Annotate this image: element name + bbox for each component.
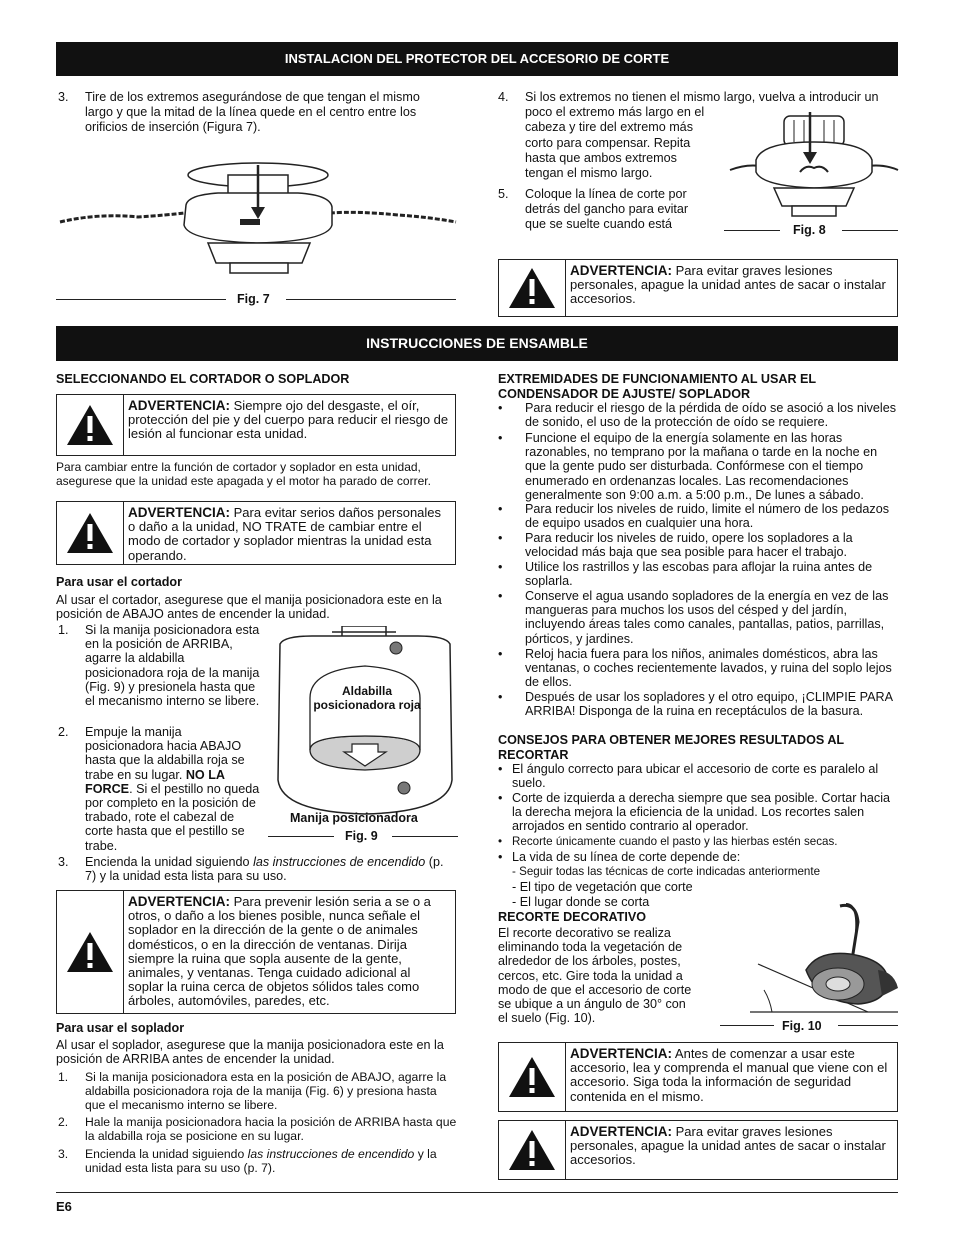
warning-box-blower-direction bbox=[56, 890, 456, 1014]
trim-tip-1 bbox=[498, 762, 898, 790]
blower-step-3 bbox=[58, 1147, 458, 1175]
bullet: • bbox=[498, 850, 503, 864]
paragraph-switch-intro: Para cambiar entre la función de cortador y soplador en esta unidad, asegurese que la unidad este apagada y el motor ha parado de correr. bbox=[56, 460, 431, 489]
step-text: Encienda la unidad siguiendo bbox=[85, 1147, 248, 1161]
callout-text: Aldabilla bbox=[341, 684, 392, 698]
fig9-rule-right bbox=[392, 836, 458, 837]
bullet-text: La vida de su línea de corte depende de: bbox=[512, 850, 741, 864]
bullet: • bbox=[498, 835, 503, 848]
warning-cell bbox=[57, 502, 124, 564]
subheading-use-cutter: Para usar el cortador bbox=[56, 575, 182, 589]
text-line: alrededor de los árboles, postes, bbox=[498, 954, 681, 969]
bullet-text: Conserve el agua usando sopladores de la energía en vez de las mangueras para muchos los usos del césped y del jardín, incluyendo áreas tales como canales, pantallas, patios, parrillas, pórticos, y jardines. bbox=[525, 589, 889, 646]
heading-line: CONDENSADOR DE AJUSTE/ SOPLADOR bbox=[498, 386, 751, 401]
operating-bullet-3 bbox=[498, 502, 898, 530]
bullet: • bbox=[498, 401, 503, 415]
step-number: 5. bbox=[498, 187, 509, 201]
cutter-step-1 bbox=[58, 623, 263, 708]
text-line: eliminando toda la vegetación de bbox=[498, 940, 683, 955]
step-text: detrás del gancho para evitar bbox=[525, 202, 689, 217]
warning-label: ADVERTENCIA: bbox=[570, 1124, 673, 1139]
step-number: 3. bbox=[58, 855, 69, 869]
install-step-5 bbox=[498, 187, 718, 233]
step-number: 1. bbox=[58, 1070, 69, 1084]
operating-bullet-4 bbox=[498, 531, 898, 559]
step-text: Hale la manija posicionadora hacia la posición de ARRIBA hasta que la aldabilla roja se posicione en su lugar. bbox=[85, 1115, 457, 1144]
heading-select-cutter-blower: SELECCIONANDO EL CORTADOR O SOPLADOR bbox=[56, 372, 350, 386]
warning-text: Para prevenir lesión seria a se o a otros, o daño a los bienes posible, nunca señale el soplador en la dirección de la gente o de animales domésticos, o en la dirección de ventanas. Dirija siempre la ruina que sopla ausente de la gente, animales, y ventanas. Tenga cuidado adicional al soplar la ruina cerca de objetos sólidos tales como árboles, automóviles, paredes, etc. bbox=[128, 894, 431, 1009]
bullet: • bbox=[498, 791, 503, 805]
bullet: • bbox=[498, 589, 503, 603]
heading-operating-tips bbox=[498, 372, 898, 401]
step-number: 2. bbox=[58, 725, 69, 739]
banner-title: INSTRUCCIONES DE ENSAMBLE bbox=[366, 335, 588, 351]
operating-bullet-8 bbox=[498, 690, 898, 718]
heading-line: EXTREMIDADES DE FUNCIONAMIENTO AL USAR EL bbox=[498, 372, 817, 386]
warning-text: Para evitar graves lesiones personales, apague la unidad antes de sacar o instalar accesorios. bbox=[570, 263, 886, 307]
step-number: 1. bbox=[58, 623, 69, 637]
warning-triangle-icon bbox=[65, 403, 115, 447]
warning-label: ADVERTENCIA: bbox=[128, 398, 231, 413]
bullet: • bbox=[498, 560, 503, 574]
text-line: cercos, etc. Gire toda la unidad a bbox=[498, 968, 683, 983]
warning-triangle-icon bbox=[65, 511, 115, 555]
step-number: 3. bbox=[58, 1147, 69, 1161]
text-line: El recorte decorativo se realiza bbox=[498, 926, 671, 940]
step-text: poco el extremo más largo en el bbox=[525, 105, 705, 120]
warning-triangle-icon bbox=[507, 266, 557, 310]
step-text: Empuje la manija posicionadora hacia ABAJO hasta que la aldabilla roja se trabe en su lugar. bbox=[85, 725, 245, 782]
step-text: Si los extremos no tienen el mismo largo, vuelva a introducir un bbox=[525, 90, 879, 104]
warning-cell bbox=[57, 395, 124, 455]
warning-box-accessories-top bbox=[498, 259, 898, 317]
step-text-bold: NO LA FORCE bbox=[85, 767, 225, 796]
trim-tip-2 bbox=[498, 791, 898, 834]
paragraph-decorative-trim bbox=[498, 926, 748, 1025]
step-text: Coloque la línea de corte por bbox=[525, 187, 687, 201]
warning-text: Siempre ojo del desgaste, el oír, protección del pie y del cuerpo para reducir el riesgo de lesión al funcionar esta unidad. bbox=[128, 398, 449, 442]
warning-cell bbox=[499, 1043, 566, 1111]
warning-box-protection bbox=[56, 394, 456, 456]
install-step-3 bbox=[58, 90, 458, 136]
operating-bullet-1 bbox=[498, 401, 898, 429]
fig8-label: Fig. 8 bbox=[793, 223, 826, 237]
step-number: 2. bbox=[58, 1115, 69, 1129]
warning-text: Antes de comenzar a usar este accesorio, lea y comprenda el manual que viene con el accesorio. Siga toda la información de seguridad contenida en el mismo. bbox=[570, 1046, 888, 1104]
warning-label: ADVERTENCIA: bbox=[128, 505, 231, 520]
cutter-step-2 bbox=[58, 725, 263, 853]
step-text-italic: las instrucciones de encendido bbox=[253, 855, 426, 869]
subheading-decorative-trim: RECORTE DECORATIVO bbox=[498, 910, 647, 924]
trim-tip-4 bbox=[498, 850, 898, 864]
fig8-rule-right bbox=[842, 230, 898, 231]
bullet-text: Para reducir el riesgo de la pérdida de oído se asoció a los niveles de sonido, el uso de la protección de oído se requiere. bbox=[525, 401, 897, 430]
text-line: modo de que el accesorio de corte bbox=[498, 982, 692, 997]
trim-tip-3 bbox=[498, 835, 898, 849]
warning-box-accessories-bottom bbox=[498, 1120, 898, 1180]
section-banner-install bbox=[56, 42, 898, 76]
operating-bullet-5 bbox=[498, 560, 898, 588]
blower-step-2 bbox=[58, 1115, 458, 1143]
fig10-label: Fig. 10 bbox=[782, 1019, 822, 1033]
callout-text: posicionadora roja bbox=[313, 698, 421, 712]
trim-sub-3: - El lugar donde se corta bbox=[512, 895, 650, 909]
cutter-step-3 bbox=[58, 855, 458, 883]
fig7-trimmer-head-illustration bbox=[58, 155, 458, 277]
bullet: • bbox=[498, 531, 503, 545]
bullet: • bbox=[498, 647, 503, 661]
bullet-text: Funcione el equipo de la energía solamente en las horas razonables, no temprano por la mañana o tarde en la noche en que la gente pudo ser disturbada. Confórmese con el tiempo enumerado en ordenanzas locales. Las recomendaciones generalmente son 9:00 a.m. a 5:00 p.m., De lunes a sábado. bbox=[525, 431, 878, 502]
step-text: y la unidad esta lista para su uso (p. 7). bbox=[85, 1147, 437, 1176]
bullet-text: El ángulo correcto para ubicar el accesorio de corte es paralelo al suelo. bbox=[512, 762, 879, 791]
blower-step-1 bbox=[58, 1070, 458, 1113]
warning-label: ADVERTENCIA: bbox=[570, 263, 673, 278]
trim-sub-2: - El tipo de vegetación que corte bbox=[512, 880, 693, 894]
fig8-trimmer-head-illustration bbox=[726, 108, 902, 220]
warning-box-no-switch bbox=[56, 501, 456, 565]
bullet: • bbox=[498, 502, 503, 516]
section-banner-assembly bbox=[56, 326, 898, 361]
fig10-rule-left bbox=[720, 1025, 774, 1026]
fig9-rule-left bbox=[268, 836, 334, 837]
step-text: Tire de los extremos asegurándose de que tengan el mismo bbox=[85, 90, 420, 104]
warning-cell bbox=[57, 891, 124, 1013]
operating-bullet-6 bbox=[498, 589, 898, 646]
bullet-text: Reloj hacia fuera para los niños, animales domésticos, abra las ventanas, o coches recientemente lavados, y ruina del soplo lejos de ellos. bbox=[525, 647, 892, 690]
step-text: . Si el pestillo no queda por completo en la posición de trabado, rote el cabezal de corte hasta que el pestillo se trabe. bbox=[85, 781, 260, 853]
bullet-text: Después de usar los sopladores y el otro equipo, ¡CLIMPIE PARA ARRIBA! Disponga de la ruina en receptáculos de la basura. bbox=[525, 690, 893, 719]
warning-text: Para evitar graves lesiones personales, apague la unidad antes de sacar o instalar accesorios. bbox=[570, 1124, 886, 1168]
warning-cell bbox=[499, 260, 566, 316]
step-text: Si la manija posicionadora esta en la posición de ABAJO, agarre la aldabilla posicionadora roja de la manija (Fig. 6) y presiona hasta que el mecanismo interno se libere. bbox=[85, 1070, 447, 1113]
fig7-label: Fig. 7 bbox=[237, 292, 270, 306]
bullet-text: Para reducir los niveles de ruido, opere los sopladores a la velocidad más baja que sea posible para hacer el trabajo. bbox=[525, 531, 853, 560]
fig9-handle-illustration bbox=[272, 626, 458, 816]
step-text: orificios de inserción (Figura 7). bbox=[85, 120, 261, 135]
warning-triangle-icon bbox=[65, 930, 115, 974]
paragraph-cutter-intro: Al usar el cortador, asegurese que el manija posicionadora este en la posición de ABAJO antes de encender la unidad. bbox=[56, 593, 442, 622]
text-line: se ubique a un ángulo de 30° con bbox=[498, 997, 686, 1012]
bullet-text: Recorte únicamente cuando el pasto y las hierbas estén secas. bbox=[512, 835, 838, 848]
bullet: • bbox=[498, 431, 503, 445]
step-text: que se suelte cuando está bbox=[525, 217, 673, 232]
heading-line: CONSEJOS PARA OBTENER MEJORES RESULTADOS AL bbox=[498, 733, 845, 747]
bullet-text: Para reducir los niveles de ruido, limite el número de los pedazos de equipo usados en cualquier una hora. bbox=[525, 502, 890, 531]
trim-sub-1: - Seguir todas las técnicas de corte indicadas anteriormente bbox=[512, 865, 821, 878]
fig10-rule-right bbox=[838, 1025, 898, 1026]
warning-box-read-manual bbox=[498, 1042, 898, 1112]
bullet: • bbox=[498, 690, 503, 704]
fig10-angle-trimming-illustration bbox=[748, 902, 900, 1016]
fig9-callout-handle: Manija posicionadora bbox=[290, 811, 418, 825]
step-text: cabeza y tire del extremo más bbox=[525, 120, 693, 135]
bullet: • bbox=[498, 762, 503, 776]
operating-bullet-2 bbox=[498, 431, 898, 502]
banner-title: INSTALACION DEL PROTECTOR DEL ACCESORIO DE CORTE bbox=[284, 51, 670, 66]
paragraph-blower-intro: Al usar el soplador, asegurese que la manija posicionadora este en la posición de ARRIBA antes de encender la unidad. bbox=[56, 1038, 444, 1067]
step-text: hasta que ambos extremos bbox=[525, 150, 677, 165]
step-number: 4. bbox=[498, 90, 509, 104]
warning-cell bbox=[499, 1121, 566, 1179]
step-text: largo y que la mitad de la línea quede en el centro entre los bbox=[85, 105, 417, 120]
step-text-italic: las instrucciones de encendido bbox=[247, 1147, 415, 1161]
operating-bullet-7 bbox=[498, 647, 898, 690]
step-number: 3. bbox=[58, 90, 69, 104]
step-text: (p. 7) y la unidad esta lista para su uso. bbox=[85, 855, 444, 884]
heading-trim-tips bbox=[498, 733, 898, 762]
text-line: el suelo (Fig. 10). bbox=[498, 1011, 596, 1026]
page-number: E6 bbox=[56, 1199, 72, 1214]
fig9-callout-latch bbox=[292, 684, 442, 712]
subheading-use-blower: Para usar el soplador bbox=[56, 1021, 185, 1035]
fig9-label: Fig. 9 bbox=[345, 829, 378, 843]
bullet-text: Utilice los rastrillos y las escobas para aflojar la ruina antes de soplarla. bbox=[525, 560, 873, 589]
fig7-rule-left bbox=[56, 299, 226, 300]
warning-triangle-icon bbox=[507, 1128, 557, 1172]
warning-triangle-icon bbox=[507, 1055, 557, 1099]
step-text: Encienda la unidad siguiendo bbox=[85, 855, 254, 869]
warning-label: ADVERTENCIA: bbox=[570, 1046, 673, 1061]
footer-rule bbox=[56, 1192, 898, 1193]
fig7-rule-right bbox=[286, 299, 456, 300]
warning-text: Para evitar serios daños personales o daño a la unidad, NO TRATE de cambiar entre el modo de cortador y soplador mientras la unidad esta operando. bbox=[128, 505, 442, 563]
bullet-text: Corte de izquierda a derecha siempre que sea posible. Cortar hacia la derecha mejora la eficiencia de la unidad. Los recortes salen arrojados en sentido contrario al operador. bbox=[512, 791, 891, 834]
fig8-rule-left bbox=[724, 230, 780, 231]
step-text: Si la manija posicionadora esta en la posición de ARRIBA, agarre la aldabilla posicionadora roja de la manija (Fig. 9) y presionela hasta que el mecanismo interno se libere. bbox=[85, 623, 260, 709]
step-text: corto para compensar. Repita bbox=[525, 135, 691, 150]
warning-label: ADVERTENCIA: bbox=[128, 894, 231, 909]
heading-line: RECORTAR bbox=[498, 747, 569, 762]
step-text: tengan el mismo largo. bbox=[525, 166, 653, 181]
